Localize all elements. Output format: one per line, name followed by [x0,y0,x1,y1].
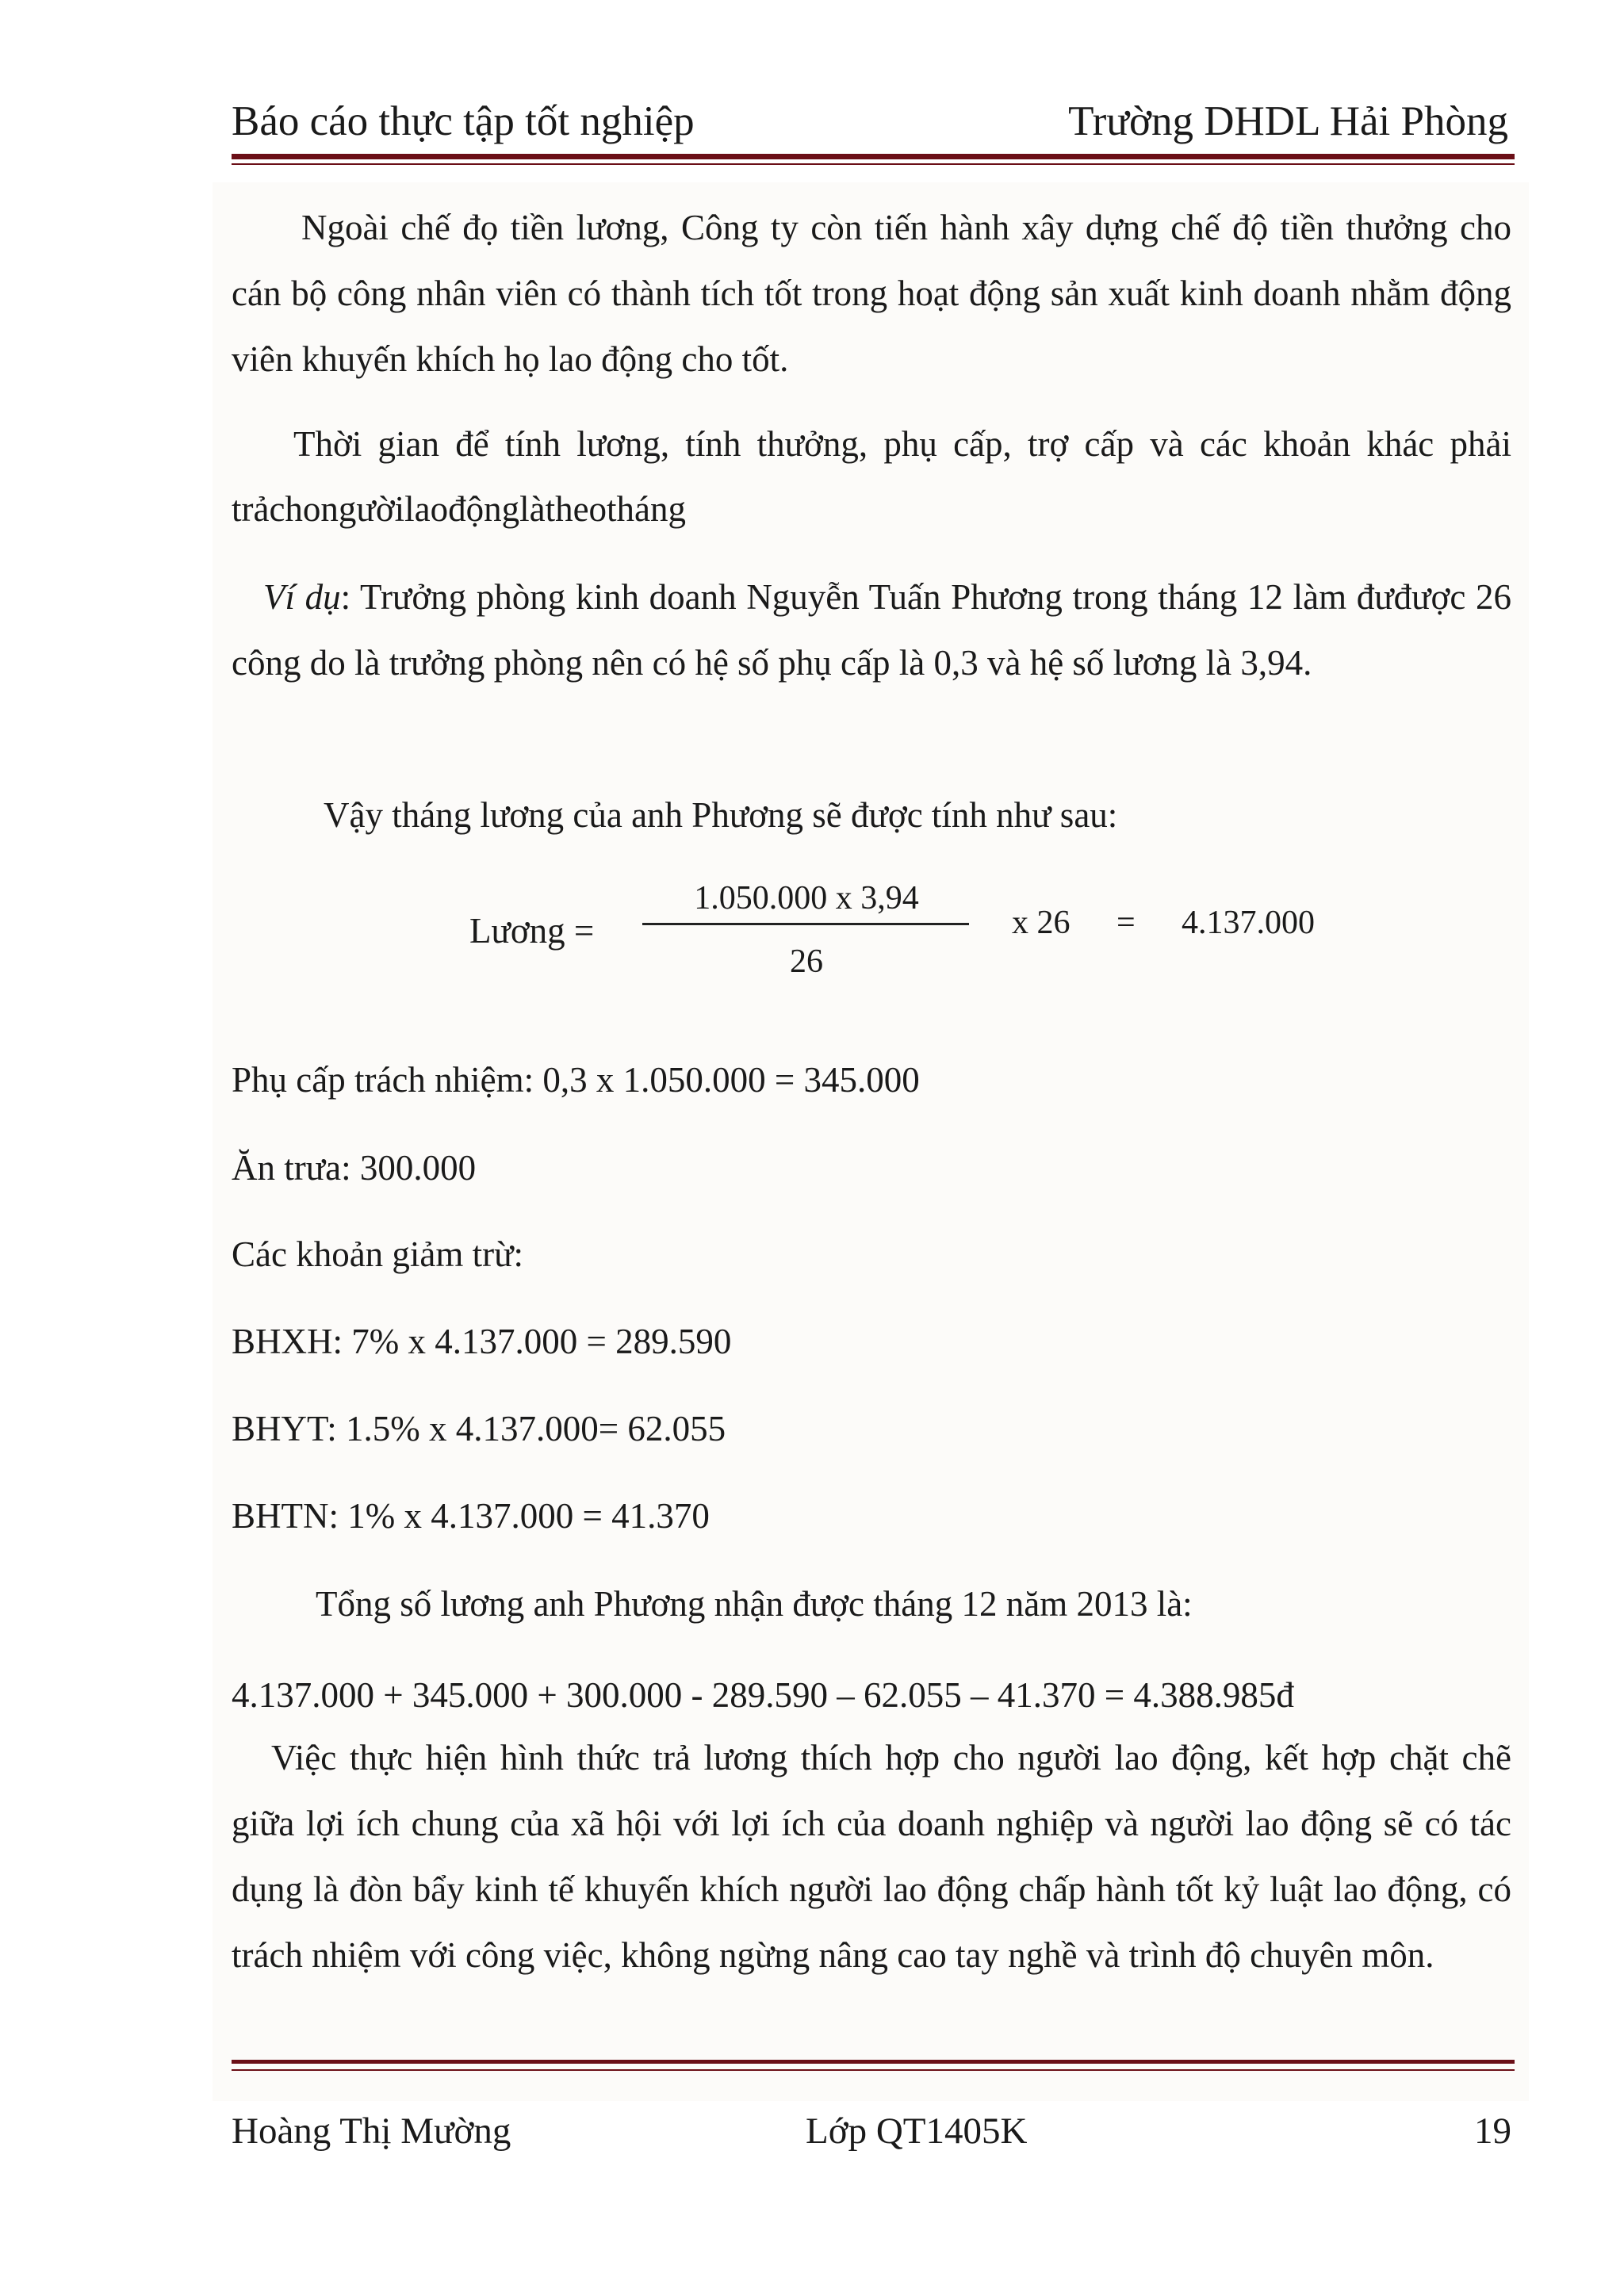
paragraph-conclusion: Việc thực hiện hình thức trả lương thích hợp cho người lao động, kết hợp chặt chẽ giữa lợi ích chung của xã hội với lợi ích của doanh nghiệp và người lao động sẽ có tác dụng là đòn bẩy kinh tế khuyến khích người lao động chấp hành tốt kỷ luật lao động, có trách nhiệm với công việc, không ngừng nâng cao tay nghề và trình độ chuyên môn. [232,1738,1511,1975]
formula-result: 4.137.000 [1182,905,1315,941]
bhxh-line: BHXH: 7% x 4.137.000 = 289.590 [232,1322,732,1361]
calculation-intro: Vậy tháng lương của anh Phương sẽ được tính như sau: [324,795,1118,835]
formula-label: Lương = [469,911,595,951]
footer-rule-thin [232,2069,1515,2071]
bhyt-line: BHYT: 1.5% x 4.137.000= 62.055 [232,1409,726,1448]
example-label: Ví dụ [263,577,341,617]
footer-class: Lớp QT1405K [806,2110,1028,2152]
paragraph-example [232,564,1511,696]
header-report-title: Báo cáo thực tập tốt nghiệp [232,98,695,144]
formula-numerator: 1.050.000 x 3,94 [694,880,919,916]
paragraph-time-line1: Thời gian để tính lương, tính thưởng, phụ cấp, trợ cấp và các khoản khác phải [293,424,1511,464]
total-intro: Tổng số lương anh Phương nhận được tháng 12 năm 2013 là: [316,1584,1193,1624]
paragraph-bonus-policy: Ngoài chế đọ tiền lương, Công ty còn tiến hành xây dựng chế độ tiền thưởng cho cán bộ công nhân viên có thành tích tốt trong hoạt động sản xuất kinh doanh nhằm động viên khuyến khích họ lao động cho tốt. [232,208,1511,379]
deductions-title: Các khoản giảm trừ: [232,1234,524,1274]
header-school-name: Trường DHDL Hải Phòng [1068,98,1508,144]
bhtn-line: BHTN: 1% x 4.137.000 = 41.370 [232,1496,710,1536]
paragraph-time-line2: trảchongườilaođộnglàtheotháng [232,489,687,529]
lunch-line: Ăn trưa: 300.000 [232,1148,477,1188]
footer-page-number: 19 [1474,2110,1511,2152]
page-header [232,94,1508,149]
header-rule-thin [232,163,1515,165]
formula-equals: = [1116,905,1136,941]
allowance-line: Phụ cấp trách nhiệm: 0,3 x 1.050.000 = 345.000 [232,1060,920,1100]
footer-rule-thick [232,2060,1515,2064]
total-calculation: 4.137.000 + 345.000 + 300.000 - 289.590 – 62.055 – 41.370 = 4.388.985đ [232,1675,1294,1715]
footer-author: Hoàng Thị Mường [232,2110,511,2152]
formula-multiplier: x 26 [1012,905,1071,941]
formula-denominator: 26 [790,943,823,980]
example-text: : Trưởng phòng kinh doanh Nguyễn Tuấn Phương trong tháng 12 làm đưđược 26 công do là trưởng phòng nên có hệ số phụ cấp là 0,3 và hệ số lương là 3,94. [232,577,1511,683]
fraction-bar [642,923,969,925]
header-rule-thick [232,154,1515,159]
